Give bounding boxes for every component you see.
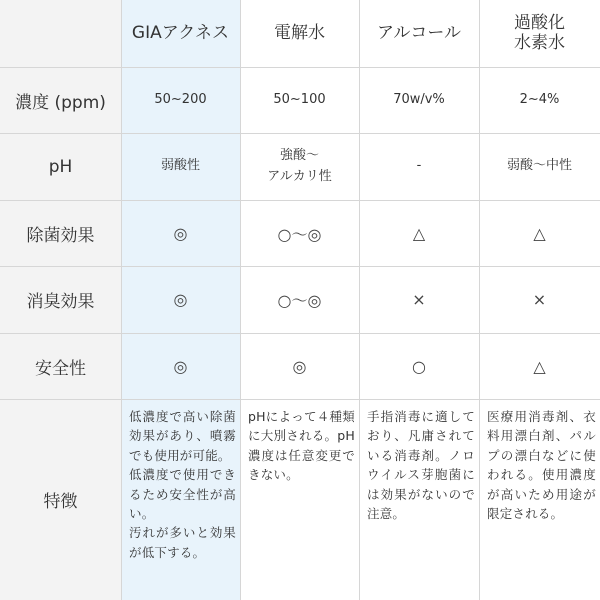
- grid-line: [479, 0, 480, 600]
- column-header-hydrogen-peroxide: 過酸化 水素水: [514, 12, 565, 53]
- table-cell: 強酸〜 アルカリ性: [267, 148, 332, 184]
- feature-description: 手指消毒に適しており、凡庸されている消毒剤。ノロウイルス芽胞菌には効果がないので注意。: [367, 409, 475, 521]
- table-cell: ○〜◎: [277, 291, 322, 310]
- feature-description: 医療用消毒剤、衣料用漂白剤、パルプの漂白などに使われる。使用濃度が高いため用途が限定される。: [487, 409, 596, 521]
- row-label-ph: pH: [0, 133, 121, 200]
- table-cell: 70w/v%: [393, 91, 445, 107]
- table-cell: 弱酸性: [160, 158, 200, 174]
- feature-description: pHによって４種類に大別される。pH 濃度は任意変更できない。: [248, 409, 355, 483]
- table-cell: 50~100: [273, 91, 326, 107]
- table-cell: 弱酸〜中性: [506, 158, 572, 174]
- table-cell: ○〜◎: [277, 224, 322, 244]
- column-header-electrolyzed-water: 電解水: [274, 22, 325, 43]
- feature-description: 低濃度で高い除菌効果があり、噴霧でも使用が可能。 低濃度で使用できるため安全性が高い。 汚れが多いと効果が低下する。: [129, 409, 236, 560]
- table-cell: △: [533, 356, 546, 376]
- table-cell: 50~200: [154, 91, 207, 107]
- table-cell: ○: [412, 356, 426, 376]
- grid-line: [0, 333, 600, 334]
- grid-line: [359, 0, 360, 600]
- row-label-concentration: 濃度 (ppm): [0, 67, 121, 133]
- table-cell: ◎: [292, 356, 307, 376]
- table-cell: △: [533, 223, 546, 243]
- table-cell: ×: [412, 290, 426, 309]
- grid-line: [240, 0, 241, 600]
- table-cell: △: [412, 223, 426, 243]
- table-cell: ×: [532, 290, 547, 309]
- table-cell: 2~4%: [519, 91, 560, 107]
- row-label-safety: 安全性: [0, 333, 121, 399]
- table-cell: ◎: [173, 223, 188, 243]
- grid-line: [0, 399, 600, 400]
- grid-line: [0, 133, 600, 134]
- row-label-features: 特徴: [0, 399, 121, 600]
- grid-line: [0, 200, 600, 201]
- grid-line: [121, 0, 122, 600]
- table-cell: -: [416, 158, 422, 174]
- row-label-deodorization: 消臭効果: [0, 266, 121, 333]
- grid-line: [0, 67, 600, 68]
- column-header-alcohol: アルコール: [377, 22, 461, 43]
- column-header-gia: GIAアクネス: [131, 22, 230, 43]
- grid-line: [0, 266, 600, 267]
- table-cell: ◎: [173, 356, 188, 376]
- corner-cell: [0, 0, 121, 67]
- row-label-disinfection: 除菌効果: [0, 200, 121, 266]
- table-cell: ◎: [173, 290, 188, 309]
